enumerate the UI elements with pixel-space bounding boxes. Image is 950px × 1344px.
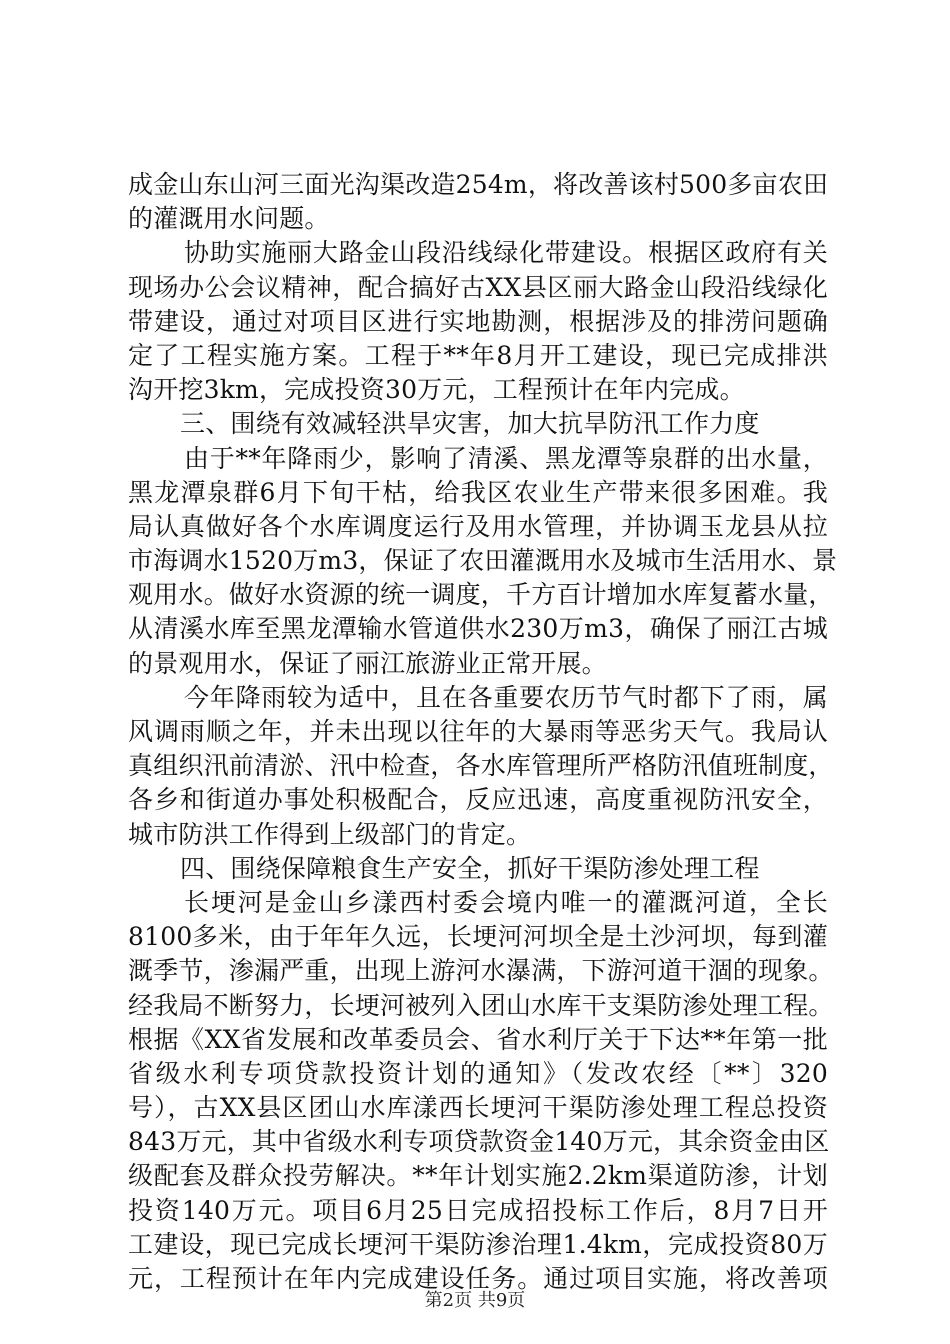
document-body: [128, 168, 838, 1296]
text-line: 的灌溉用水问题。: [128, 204, 330, 234]
text-line: 成金山东山河三面光沟渠改造254m，将改善该村500多亩农田: [128, 170, 829, 199]
text-line: 现场办公会议精神，配合搞好古XX县区丽大路金山段沿线绿化: [128, 272, 828, 302]
text-line: 城市防洪工作得到上级部门的肯定。: [128, 819, 532, 849]
text-line: 级配套及群众投劳解决。**年计划实施2.2km渠道防渗，计划: [128, 1161, 828, 1191]
text-line: 从清溪水库至黑龙潭输水管道供水230万m3，确保了丽江古城: [128, 614, 828, 644]
page-footer: 第2页 共9页: [424, 1290, 526, 1311]
text-line: 投资140万元。项目6月25日完成招投标工作后，8月7日开: [128, 1195, 828, 1225]
text-line: 风调雨顺之年，并未出现以往年的大暴雨等恶劣天气。我局认: [128, 717, 828, 746]
text-line: 观用水。做好水资源的统一调度，千方百计增加水库复蓄水量，: [128, 580, 834, 610]
section-heading: 三、围绕有效减轻洪旱灾害，加大抗旱防汛工作力度: [180, 409, 760, 439]
text-line: 843万元，其中省级水利专项贷款资金140万元，其余资金由区: [128, 1127, 830, 1157]
text-line: 由于**年降雨少，影响了清溪、黑龙潭等泉群的出水量，: [184, 443, 828, 473]
text-line: 今年降雨较为适中，且在各重要农历节气时都下了雨，属: [184, 682, 828, 712]
text-line: 长埂河是金山乡漾西村委会境内唯一的灌溉河道，全长: [184, 887, 828, 917]
text-line: 工建设，现已完成长埂河干渠防渗治理1.4km，完成投资80万: [128, 1229, 828, 1259]
text-line: 带建设，通过对项目区进行实地勘测，根据涉及的排涝问题确: [128, 306, 828, 336]
text-line: 市海调水1520万m3，保证了农田灌溉用水及城市生活用水、景: [128, 546, 838, 576]
text-line: 号），古XX县区团山水库漾西长埂河干渠防渗处理工程总投资: [128, 1093, 828, 1123]
text-line: 局认真做好各个水库调度运行及用水管理，并协调玉龙县从拉: [128, 511, 828, 541]
text-line: 元，工程预计在年内完成建设任务。通过项目实施，将改善项: [128, 1264, 828, 1293]
text-line: 根据《XX省发展和改革委员会、省水利厅关于下达**年第一批: [128, 1024, 828, 1054]
section-heading: 四、围绕保障粮食生产安全，抓好干渠防渗处理工程: [180, 853, 760, 883]
text-line: 定了工程实施方案。工程于**年8月开工建设，现已完成排洪: [128, 340, 828, 370]
text-line: 黑龙潭泉群6月下旬干枯，给我区农业生产带来很多困难。我: [128, 477, 828, 507]
text-line: 真组织汛前清淤、汛中检查，各水库管理所严格防汛值班制度，: [128, 751, 834, 781]
text-line: 协助实施丽大路金山段沿线绿化带建设。根据区政府有关: [184, 238, 828, 268]
text-line: 沟开挖3km，完成投资30万元，工程预计在年内完成。: [128, 375, 745, 405]
text-line: 经我局不断努力，长埂河被列入团山水库干支渠防渗处理工程。: [128, 990, 834, 1020]
text-line: 溉季节，渗漏严重，出现上游河水瀑满，下游河道干涸的现象。: [128, 956, 834, 986]
text-line: 各乡和街道办事处积极配合，反应迅速，高度重视防汛安全，: [128, 785, 828, 815]
text-line: 的景观用水，保证了丽江旅游业正常开展。: [128, 648, 607, 678]
text-line: 8100多米，由于年年久远，长埂河河坝全是土沙河坝，每到灌: [128, 922, 828, 952]
text-line: 省级水利专项贷款投资计划的通知》（发改农经〔**〕320: [128, 1058, 828, 1088]
